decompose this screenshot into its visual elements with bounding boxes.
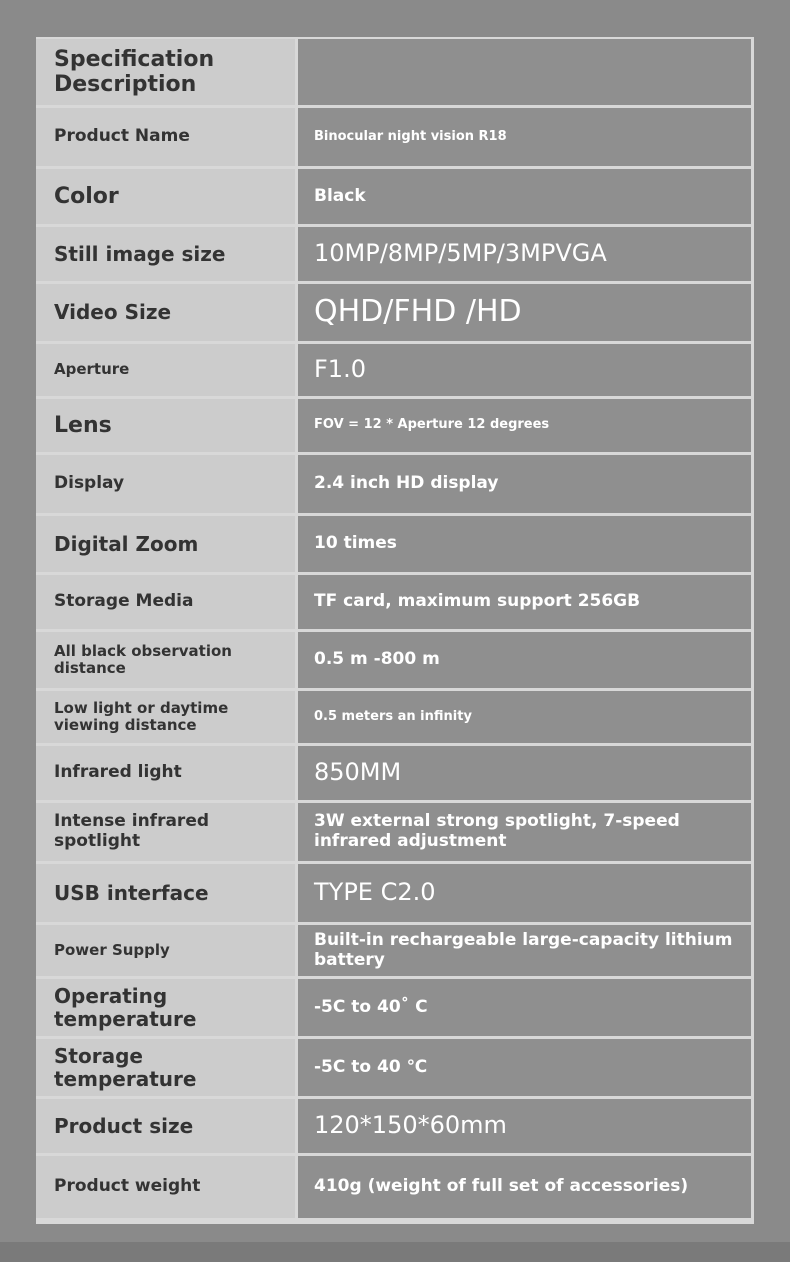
spec-value: QHD/FHD /HD	[298, 284, 751, 341]
spec-value: 410g (weight of full set of accessories)	[298, 1156, 751, 1218]
spec-value: 850MM	[298, 746, 751, 800]
spec-value: -5C to 40 ℃	[298, 1039, 751, 1096]
spec-header-value	[298, 39, 751, 105]
spec-label: Product Name	[36, 108, 295, 166]
spec-label: Intense infrared spotlight	[36, 803, 295, 861]
spec-row-color	[36, 169, 751, 224]
spec-row-storage-media	[36, 575, 751, 629]
spec-label: Low light or daytime viewing distance	[36, 691, 295, 743]
spec-label: Lens	[36, 399, 295, 452]
spec-label: Product weight	[36, 1156, 295, 1218]
spec-label: All black observation distance	[36, 632, 295, 688]
spec-row-still-image-size	[36, 227, 751, 281]
spec-value: 120*150*60mm	[298, 1099, 751, 1153]
spec-row-product-size	[36, 1099, 751, 1153]
spec-label: Product size	[36, 1099, 295, 1153]
spec-row-operating-temperature	[36, 979, 751, 1036]
spec-row-observation-distance	[36, 632, 751, 688]
spec-row-digital-zoom	[36, 516, 751, 572]
spec-label: Power Supply	[36, 925, 295, 976]
spec-row-daytime-distance	[36, 691, 751, 743]
spec-row-display	[36, 455, 751, 513]
bottom-strip	[0, 1242, 790, 1262]
spec-label: Operating temperature	[36, 979, 295, 1036]
spec-value: 3W external strong spotlight, 7-speed infrared adjustment	[298, 803, 751, 861]
spec-value: F1.0	[298, 344, 751, 396]
spec-value: 0.5 meters an infinity	[298, 691, 751, 743]
spec-label: Infrared light	[36, 746, 295, 800]
spec-row-video-size	[36, 284, 751, 341]
spec-row-usb-interface	[36, 864, 751, 922]
spec-value: TYPE C2.0	[298, 864, 751, 922]
spec-value: 10 times	[298, 516, 751, 572]
spec-label: Color	[36, 169, 295, 224]
spec-label: Storage temperature	[36, 1039, 295, 1096]
spec-label: Aperture	[36, 344, 295, 396]
spec-header-row	[36, 39, 751, 105]
spec-table	[36, 37, 754, 1224]
spec-value: 10MP/8MP/5MP/3MPVGA	[298, 227, 751, 281]
spec-label: Video Size	[36, 284, 295, 341]
spec-value: Binocular night vision R18	[298, 108, 751, 166]
spec-value: TF card, maximum support 256GB	[298, 575, 751, 629]
spec-row-storage-temperature	[36, 1039, 751, 1096]
spec-value: 0.5 m -800 m	[298, 632, 751, 688]
spec-row-infrared-light	[36, 746, 751, 800]
spec-label: Still image size	[36, 227, 295, 281]
spec-value: Black	[298, 169, 751, 224]
spec-label: Storage Media	[36, 575, 295, 629]
spec-value: 2.4 inch HD display	[298, 455, 751, 513]
spec-row-lens	[36, 399, 751, 452]
spec-row-product-name	[36, 108, 751, 166]
spec-header-label: Specification Description	[36, 39, 295, 105]
spec-value: -5C to 40˚ C	[298, 979, 751, 1036]
spec-value: FOV = 12 * Aperture 12 degrees	[298, 399, 751, 452]
spec-row-power-supply	[36, 925, 751, 976]
spec-value: Built-in rechargeable large-capacity lithium battery	[298, 925, 751, 976]
spec-row-infrared-spotlight	[36, 803, 751, 861]
spec-row-product-weight	[36, 1156, 751, 1218]
spec-label: Display	[36, 455, 295, 513]
spec-row-aperture	[36, 344, 751, 396]
spec-label: Digital Zoom	[36, 516, 295, 572]
spec-label: USB interface	[36, 864, 295, 922]
